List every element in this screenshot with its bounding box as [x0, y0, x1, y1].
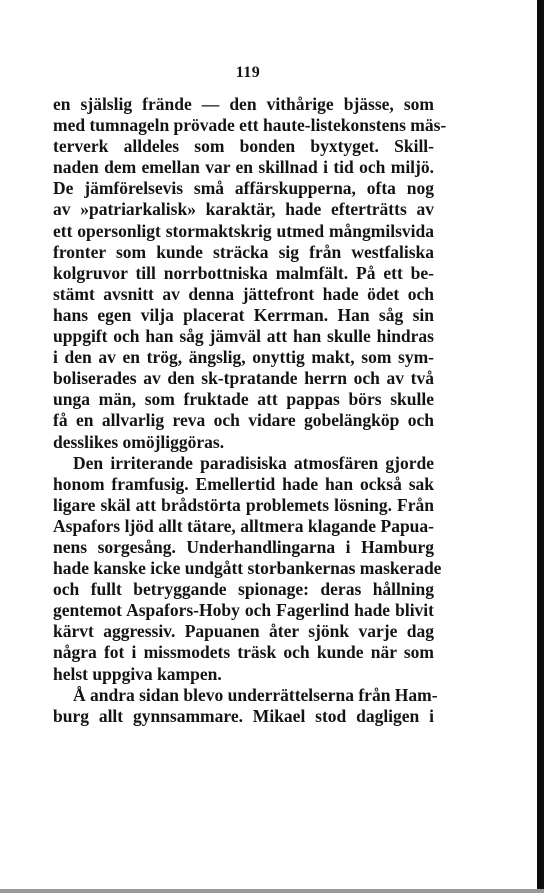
text-line: hade kanske icke undgått storbankernas maskerade [53, 558, 442, 579]
text-line: ett opersonligt stormaktskrig utmed mångmilsvida [53, 220, 434, 241]
text-line: med tumnageln prövade ett haute-listekonstens mäs- [53, 115, 447, 136]
paragraph [53, 684, 438, 727]
text-line: honom framfusig. Emellertid hade han också sak [53, 473, 434, 494]
text-line: hans egen vilja placerat Kerrman. Han såg sin [53, 304, 434, 325]
text-line: helst uppgiva kampen. [53, 663, 222, 684]
text-line: unga män, som fruktade att pappas börs skulle [53, 389, 434, 410]
text-line: Å andra sidan blevo underrättelserna från Ham- [73, 684, 438, 705]
page-edge-shadow-right [537, 0, 544, 893]
text-line: och fullt betryggande spionage: deras hållning [53, 579, 434, 600]
text-line: fronter som kunde sträcka sig från westfaliska [53, 241, 434, 262]
body-text [53, 94, 447, 727]
text-line: uppgift och han såg jämväl att han skulle hindras [53, 326, 434, 347]
page-edge-shadow-bottom [0, 889, 544, 893]
text-line: en själslig frände — den vithårige bjässe, som [53, 94, 434, 114]
text-line: kärvt aggressiv. Papuanen åter sjönk varje dag [53, 621, 434, 642]
text-line: Den irriterande paradisiska atmosfären gjorde [73, 452, 434, 473]
text-line: kolgruvor till norrbottniska malmfält. På ett be- [53, 262, 434, 283]
text-line: stämt avsnitt av denna jättefront hade ödet och [53, 283, 434, 304]
text-line: i den av en trög, ängslig, onyttig makt, som sym- [53, 347, 434, 368]
text-line: burg allt gynnsammare. Mikael stod dagligen i [53, 705, 434, 726]
text-line: få en allvarlig reva och vidare gobelängköp och [53, 410, 434, 431]
text-line: boliserades av den sk-tpratande herrn och av två [53, 368, 434, 389]
text-line: Aspafors ljöd allt tätare, alltmera klagande Papua- [53, 515, 434, 536]
text-line: terverk alldeles som bonden byxtyget. Skill- [53, 136, 434, 157]
text-line: gentemot Aspafors-Hoby och Fagerlind hade blivit [53, 600, 434, 621]
text-line: ligare skäl att brådstörta problemets lösning. Från [53, 494, 434, 515]
text-line: De jämförelsevis små affärskupperna, ofta nog [53, 178, 434, 199]
page-number: 119 [235, 64, 261, 81]
text-line: nens sorgesång. Underhandlingarna i Hamburg [53, 536, 434, 557]
text-line: några fot i missmodets träsk och kunde när som [53, 642, 434, 663]
text-line: naden dem emellan var en skillnad i tid och miljö. [53, 157, 434, 178]
paragraph [53, 94, 447, 453]
paragraph [53, 452, 442, 685]
text-line: desslikes omöjliggöras. [53, 431, 225, 452]
text-line: av »patriarkalisk» karaktär, hade efterträtts av [53, 199, 434, 220]
